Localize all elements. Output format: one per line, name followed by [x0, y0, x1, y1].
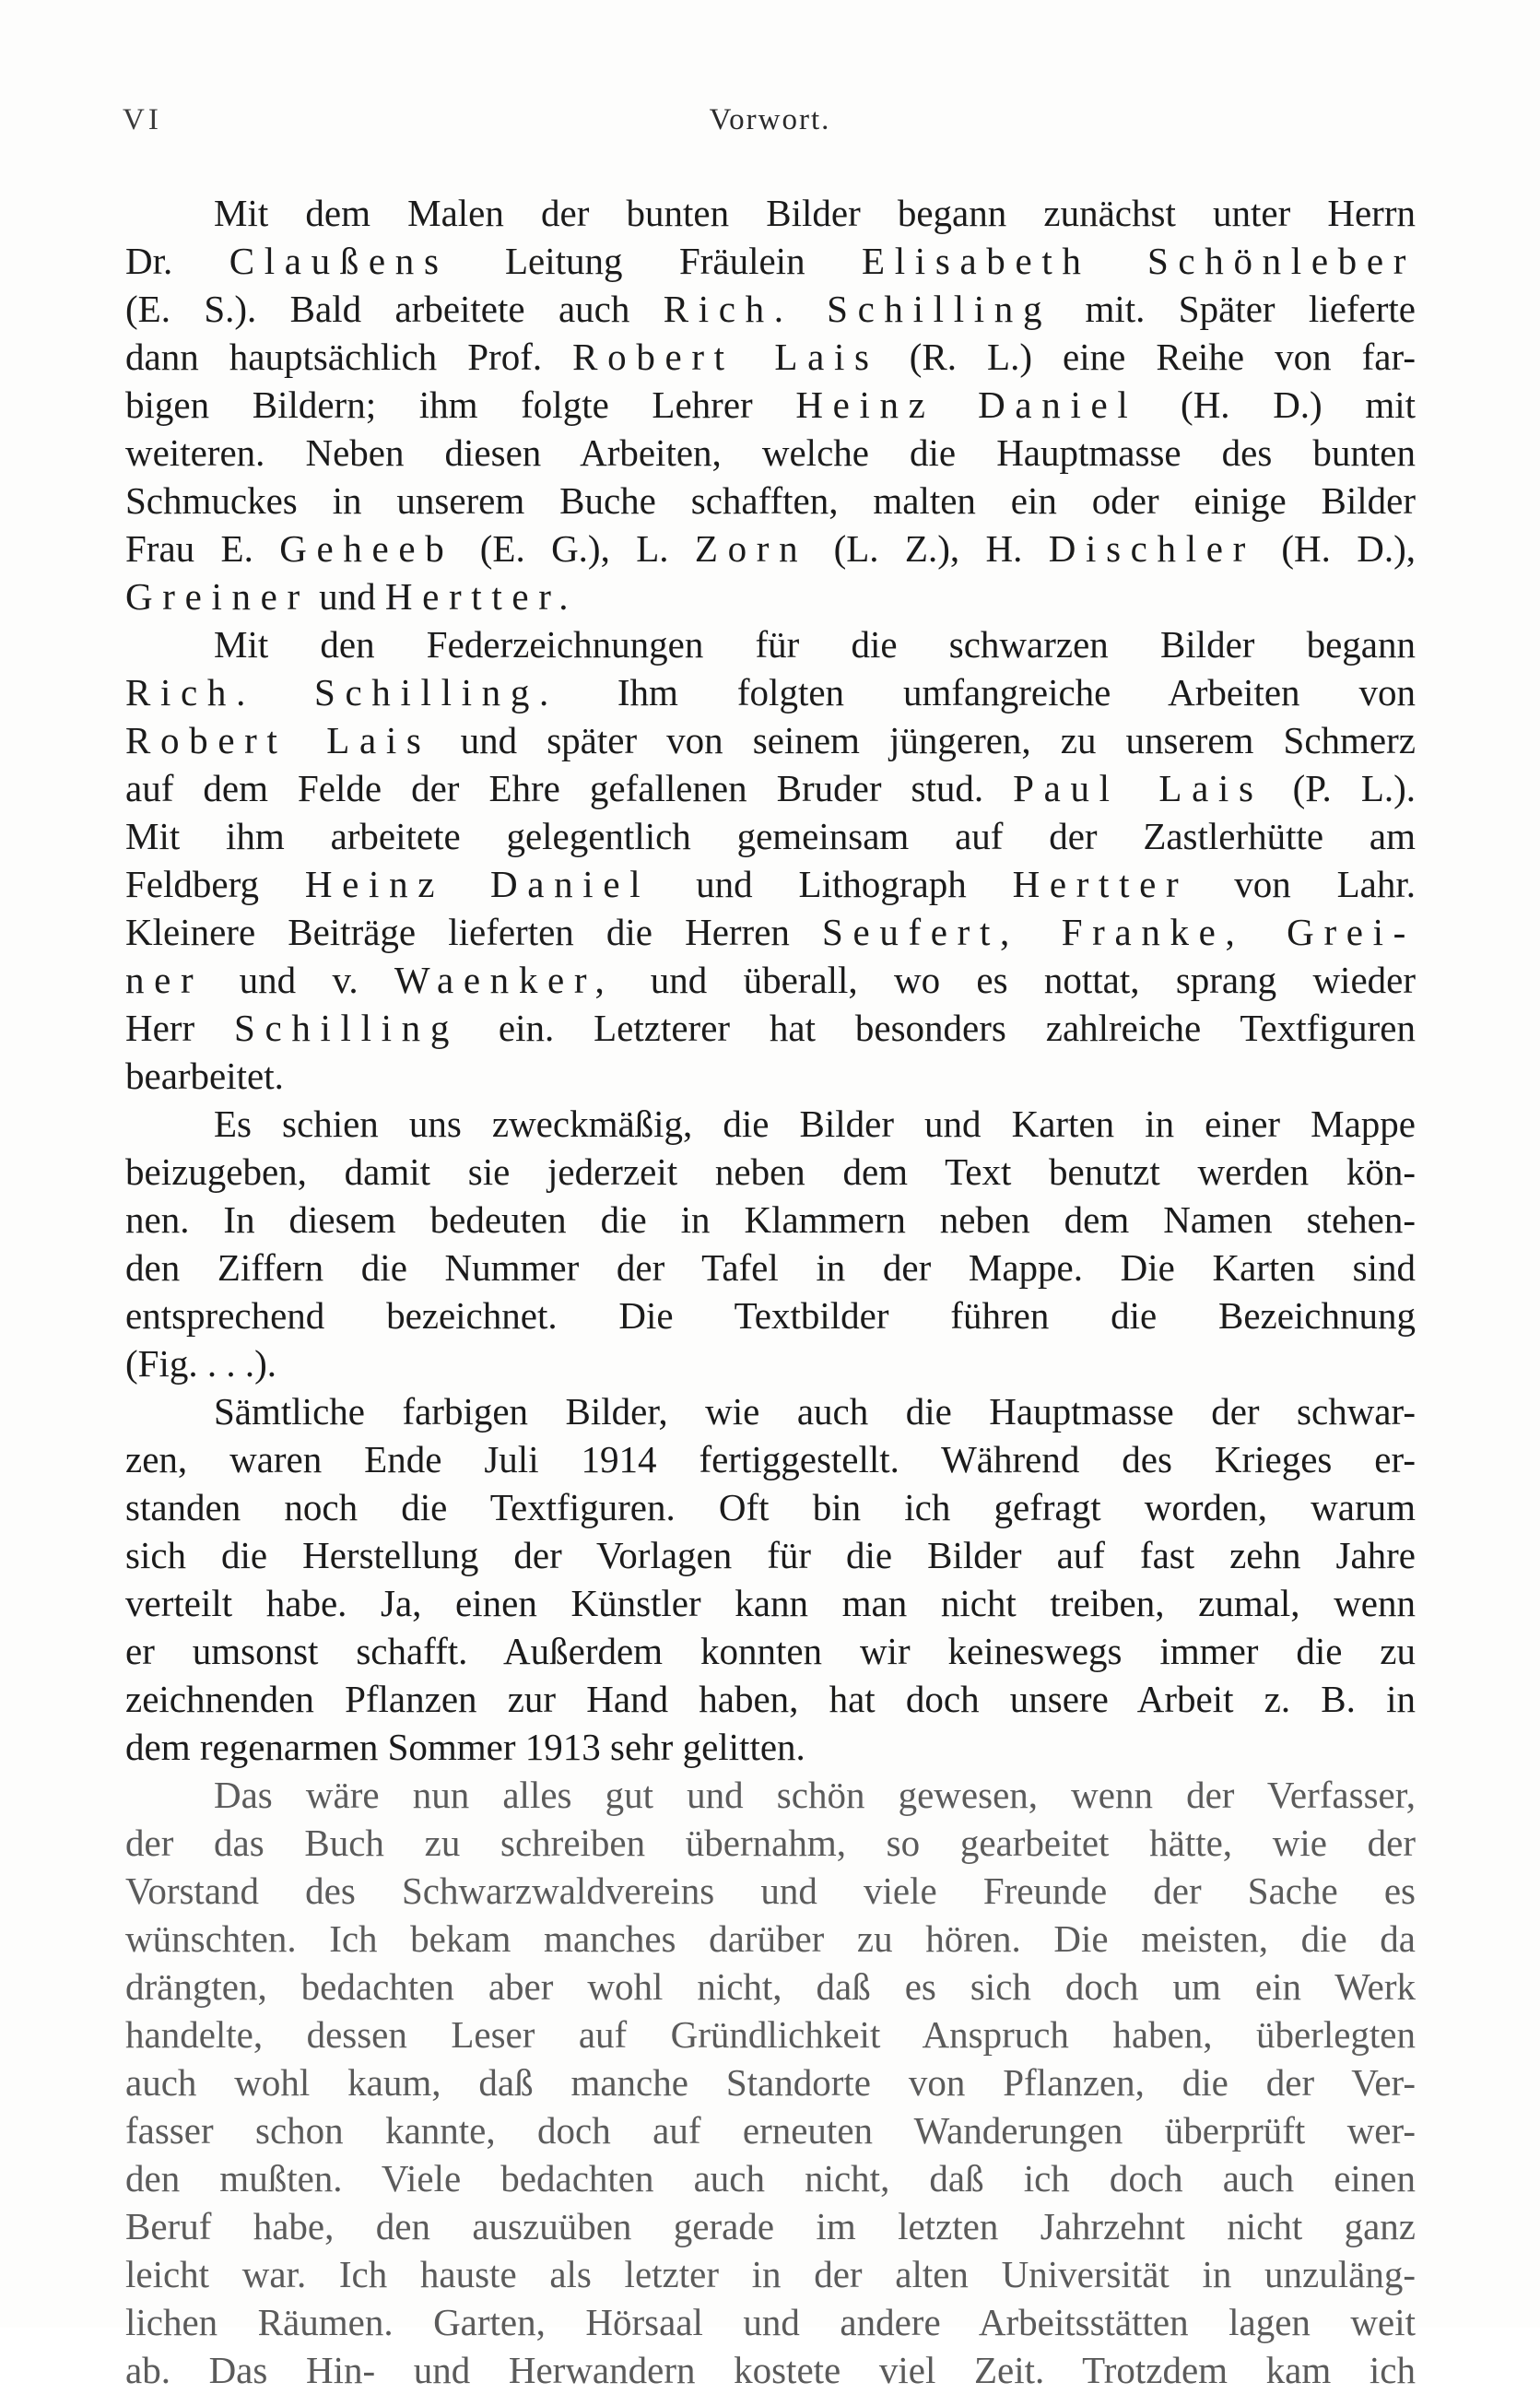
text-segment: (H. D.) mit	[1137, 383, 1417, 426]
text-segment: von Lahr.	[1188, 863, 1416, 905]
text-segment: Kleinere Beiträge lieferten die Herren	[125, 911, 822, 953]
text-line	[125, 2106, 1416, 2154]
text-segment	[794, 288, 827, 330]
running-title: Vorwort.	[709, 103, 831, 136]
text-line	[125, 477, 1416, 525]
text-segment: (P. L.).	[1263, 767, 1417, 809]
text-line	[125, 1244, 1416, 1291]
text-segment: nen. In diesem bedeuten die in Klammern neben dem Namen stehen-	[125, 1198, 1416, 1241]
text-segment: auch wohl kaum, daß manche Standorte von Pflanzen, die der Ver-	[125, 2061, 1416, 2104]
text-segment: ein. Letzterer hat besonders zahlreiche Textfiguren	[459, 1007, 1416, 1049]
text-line	[125, 1723, 1416, 1771]
body-text	[125, 189, 1416, 2394]
text-line	[125, 1627, 1416, 1675]
text-line	[125, 429, 1416, 477]
text-segment	[444, 863, 490, 905]
text-segment: fasser schon kannte, doch auf erneuten Wanderungen überprüft wer-	[125, 2109, 1416, 2152]
text-segment: Beruf habe, den auszuüben gerade im letzten Jahrzehnt nicht ganz	[125, 2205, 1416, 2247]
text-segment: Frau E.	[125, 527, 280, 570]
text-line	[125, 2250, 1416, 2298]
text-line	[125, 1291, 1416, 1339]
text-segment: Herr	[125, 1007, 234, 1049]
text-segment: Feldberg	[125, 863, 305, 905]
text-line	[125, 1339, 1416, 1387]
text-segment: drängten, bedachten aber wohl nicht, daß es sich doch um ein Werk	[125, 1965, 1416, 2008]
text-line	[125, 1531, 1416, 1579]
spaced-name: Heinz	[304, 863, 445, 905]
text-line	[125, 716, 1416, 764]
spaced-name: Paul Lais	[1013, 767, 1264, 809]
text-line	[125, 333, 1416, 381]
spaced-name: Elisabeth	[862, 240, 1091, 282]
text-segment: Es schien uns zweckmäßig, die Bilder und Karten in einer Mappe	[214, 1103, 1416, 1145]
text-segment: den mußten. Viele bedachten auch nicht, daß ich doch auch einen	[125, 2157, 1416, 2199]
spaced-name: Schilling.	[313, 671, 558, 713]
text-segment: und überall, wo es nottat, sprang wieder	[614, 959, 1416, 1001]
text-segment: Sämtliche farbigen Bilder, wie auch die Hauptmasse der schwar-	[214, 1390, 1416, 1433]
spaced-name: Schilling	[827, 288, 1052, 330]
text-segment: dem regenarmen Sommer 1913 sehr gelitten.	[125, 1726, 805, 1768]
text-segment: und Lithograph	[650, 863, 1013, 905]
text-segment: (R. L.) eine Reihe von far-	[878, 336, 1416, 378]
spaced-name: Rich.	[125, 671, 255, 713]
spaced-name: Zorn	[694, 527, 808, 570]
text-segment: Mit ihm arbeitete gelegentlich gemeinsam auf der Zastlerhütte am	[125, 815, 1416, 857]
text-line	[125, 764, 1416, 812]
text-segment: zeichnenden Pflanzen zur Hand haben, hat doch unsere Arbeit z. B. in	[125, 1678, 1416, 1720]
text-segment: der das Buch zu schreiben übernahm, so gearbeitet hätte, wie der	[125, 1822, 1416, 1864]
spaced-name: Robert Lais	[572, 336, 879, 378]
text-segment: lichen Räumen. Garten, Hörsaal und andere Arbeitsstätten lagen weit	[125, 2301, 1416, 2343]
text-line	[125, 1579, 1416, 1627]
text-line	[125, 1387, 1416, 1435]
spaced-name: Geheeb	[279, 527, 454, 570]
text-line	[125, 572, 1416, 620]
text-segment: wünschten. Ich bekam manches darüber zu hören. Die meisten, die da	[125, 1917, 1416, 1960]
text-segment: sich die Herstellung der Vorlagen für die Bilder auf fast zehn Jahre	[125, 1534, 1416, 1576]
text-line	[125, 1100, 1416, 1148]
text-line	[125, 1148, 1416, 1196]
text-line	[125, 1963, 1416, 2011]
text-segment: beizugeben, damit sie jederzeit neben dem Text benutzt werden kön-	[125, 1150, 1416, 1193]
text-segment: er umsonst schafft. Außerdem konnten wir keineswegs immer die zu	[125, 1630, 1416, 1672]
text-line	[125, 668, 1416, 716]
text-line	[125, 381, 1416, 429]
spaced-name: Rich.	[663, 288, 794, 330]
spaced-name: Seufert, Franke, Grei-	[822, 911, 1416, 953]
text-segment: ab. Das Hin- und Herwandern kostete viel Zeit. Trotzdem kam ich	[125, 2349, 1416, 2391]
page-number: VI	[123, 103, 162, 136]
text-line	[125, 860, 1416, 908]
text-segment: zen, waren Ende Juli 1914 fertiggestellt. Während des Krieges er-	[125, 1438, 1416, 1480]
text-line	[125, 1867, 1416, 1915]
text-segment: Dr.	[125, 240, 229, 282]
text-segment: Das wäre nun alles gut und schön gewesen, wenn der Verfasser,	[214, 1774, 1416, 1816]
text-line	[125, 2011, 1416, 2058]
text-line	[125, 2298, 1416, 2346]
text-segment: den Ziffern die Nummer der Tafel in der Mappe. Die Karten sind	[125, 1246, 1416, 1289]
text-line	[125, 1196, 1416, 1244]
text-line	[125, 812, 1416, 860]
running-head	[0, 103, 1540, 149]
spaced-name: Hertter.	[384, 575, 579, 618]
text-line	[125, 2154, 1416, 2202]
text-line	[125, 1675, 1416, 1723]
text-segment: Mit den Federzeichnungen für die schwarzen Bilder begann	[214, 623, 1416, 666]
text-segment: (E. S.). Bald arbeitete auch	[125, 288, 664, 330]
text-segment: bigen Bildern; ihm folgte Lehrer	[125, 383, 796, 426]
text-line	[125, 620, 1416, 668]
text-line	[125, 189, 1416, 237]
text-line	[125, 1915, 1416, 1963]
text-line	[125, 1052, 1416, 1100]
spaced-name: Daniel	[978, 383, 1138, 426]
spaced-name: Schönleber	[1146, 240, 1417, 282]
text-line	[125, 908, 1416, 956]
text-segment: Vorstand des Schwarzwaldvereins und viele Freunde der Sache es	[125, 1869, 1416, 1912]
text-segment: weiteren. Neben diesen Arbeiten, welche die Hauptmasse des bunten	[125, 431, 1416, 474]
text-segment	[1091, 240, 1147, 282]
text-segment: leicht war. Ich hauste als letzter in der alten Universität in unzuläng-	[125, 2253, 1416, 2295]
spaced-name: Schilling	[234, 1007, 460, 1049]
text-line	[125, 237, 1416, 285]
spaced-name: Heinz	[795, 383, 935, 426]
text-line	[125, 285, 1416, 333]
spaced-name: Dischler	[1048, 527, 1255, 570]
text-segment: mit. Später lieferte	[1052, 288, 1416, 330]
text-segment: standen noch die Textfiguren. Oft bin ich gefragt worden, warum	[125, 1486, 1416, 1528]
text-line	[125, 956, 1416, 1004]
text-segment: und	[309, 575, 385, 618]
text-segment: auf dem Felde der Ehre gefallenen Bruder stud.	[125, 767, 1014, 809]
text-segment: (L. Z.), H.	[807, 527, 1049, 570]
spaced-name: Hertter	[1012, 863, 1189, 905]
text-segment: Schmuckes in unserem Buche schafften, malten ein oder einige Bilder	[125, 479, 1416, 522]
text-segment: dann hauptsächlich Prof.	[125, 336, 573, 378]
text-segment: Mit dem Malen der bunten Bilder begann zunächst unter Herrn	[214, 192, 1416, 234]
text-segment: Leitung Fräulein	[448, 240, 863, 282]
spaced-name: Greiner	[125, 575, 310, 618]
spaced-name: Daniel	[490, 863, 651, 905]
text-segment: und v.	[203, 959, 394, 1001]
text-line	[125, 1819, 1416, 1867]
text-segment: und später von seinem jüngeren, zu unserem Schmerz	[430, 719, 1416, 761]
text-line	[125, 1483, 1416, 1531]
text-line	[125, 2346, 1416, 2394]
text-segment: (H. D.),	[1254, 527, 1416, 570]
text-segment: verteilt habe. Ja, einen Künstler kann man nicht treiben, zumal, wenn	[125, 1582, 1416, 1624]
text-segment: handelte, dessen Leser auf Gründlichkeit Anspruch haben, überlegten	[125, 2013, 1416, 2056]
text-segment: (E. G.), L.	[453, 527, 695, 570]
text-segment: (Fig. . . .).	[125, 1342, 276, 1385]
spaced-name: Waenker,	[394, 959, 615, 1001]
text-line	[125, 1771, 1416, 1819]
text-segment: Ihm folgten umfangreiche Arbeiten von	[558, 671, 1416, 713]
spaced-name: Claußens	[229, 240, 449, 282]
text-segment: entsprechend bezeichnet. Die Textbilder führen die Bezeichnung	[125, 1294, 1416, 1337]
text-segment	[255, 671, 314, 713]
spaced-name: ner	[125, 959, 204, 1001]
text-line	[125, 1435, 1416, 1483]
text-line	[125, 1004, 1416, 1052]
spaced-name: Robert Lais	[125, 719, 431, 761]
text-line	[125, 525, 1416, 572]
text-line	[125, 2202, 1416, 2250]
text-line	[125, 2058, 1416, 2106]
text-segment: bearbeitet.	[125, 1055, 284, 1097]
text-segment	[935, 383, 979, 426]
